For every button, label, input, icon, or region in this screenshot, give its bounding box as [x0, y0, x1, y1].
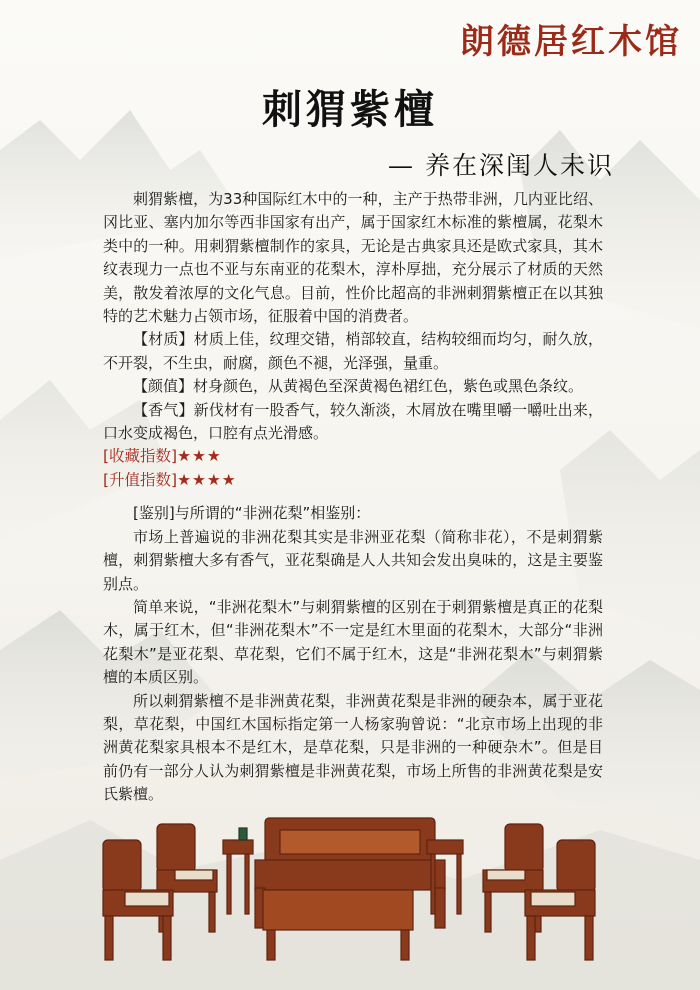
collect-label: [收藏指数] [103, 447, 178, 466]
page-subtitle: — 养在深闺人未识 [388, 151, 614, 180]
appearance-paragraph: 【颜值】材身颜色，从黄褐色至深黄褐色裙红色，紫色或黑色条纹。 [133, 377, 584, 396]
value-rating [103, 469, 603, 492]
collect-rating [103, 445, 603, 468]
value-label: [升值指数] [103, 470, 178, 489]
collect-stars: ★★★ [177, 447, 222, 466]
identify-heading: [鉴别]与所谓的“非洲花梨”相鉴别： [133, 504, 371, 523]
page-title: 刺猬紫檀 [262, 86, 438, 133]
material-paragraph: 【材质】材质上佳，纹理交错，梢部较直，结构较细而均匀，耐久放，不开裂，不生虫，耐腐，颜色不褪，光泽强，量重。 [103, 330, 603, 372]
brand-logo: 朗德居红木馆 [460, 22, 682, 62]
article-body [103, 188, 603, 807]
aroma-paragraph: 【香气】新伐材有一股香气，较久渐淡，木屑放在嘴里嚼一嚼吐出来，口水变成褐色，口腔有点光滑感。 [103, 400, 603, 443]
rosewood-sofa-set-image [95, 800, 605, 970]
identify-paragraph-3: 所以刺猬紫檀不是非洲黄花梨，非洲黄花梨是非洲的硬杂本，属于亚花梨，草花梨，中国红木国标指定第一人杨家驹曾说：“北京市场上出现的非洲黄花梨家具根本不是红木，是草花梨，只是非洲的一种硬杂木”。但是目前仍有一部分人认为刺猬紫檀是非洲黄花梨，市场上所售的非洲黄花梨是安氏紫檀。 [103, 691, 603, 804]
intro-paragraph: 刺猬紫檀，为33种国际红木中的一种，主产于热带非洲，几内亚比绍、冈比亚、塞内加尔等西非国家有出产，属于国家红木标准的紫檀属，花梨木类中的一种。用刺猬紫檀制作的家具，无论是古典家具还是欧式家具，其木纹表现力一点也不亚与东南亚的花梨木，淳朴厚拙，充分展示了材质的天然美，散发着浓厚的文化气息。目前，性价比超高的非洲刺猬紫檀正在以其独特的艺术魅力占领市场，征服着中国的消费者。 [103, 190, 603, 326]
identify-paragraph-1: 市场上普遍说的非洲花梨其实是非洲亚花梨（简称非花），不是刺猬紫檀，刺猬紫檀大多有香气，亚花梨确是人人共知会发出臭味的，这是主要鉴别点。 [103, 527, 603, 593]
value-stars: ★★★★ [177, 470, 237, 489]
identify-paragraph-2: 简单来说，“非洲花梨木”与刺猬紫檀的区别在于刺猬紫檀是真正的花梨木，属于红木，但“非洲花梨木”不一定是红木里面的花梨木，大部分“非洲花梨木”是亚花梨、草花梨，它们不属于红木，这是“非洲花梨木”与刺猬紫檀的本质区别。 [103, 597, 603, 687]
